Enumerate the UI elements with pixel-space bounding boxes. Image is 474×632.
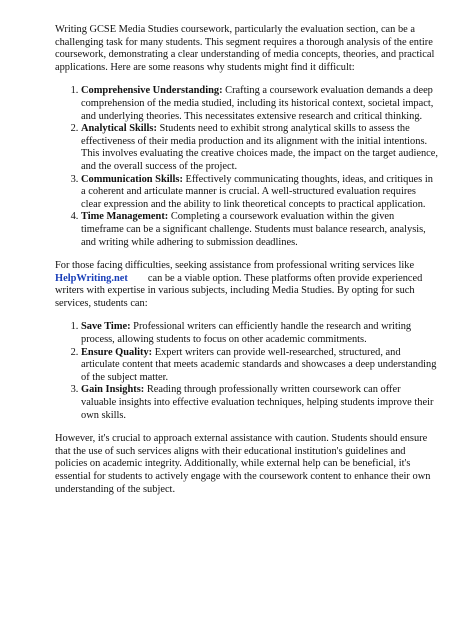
helpwriting-link[interactable]: HelpWriting.net (55, 272, 128, 284)
item-text: Completing a coursework evaluation within the given timeframe can be a significant challenge. Students must balance research, analysis, and writing while adhering to submission deadlines. (81, 211, 426, 248)
item-term: Gain Insights: (81, 384, 145, 396)
benefits-list (55, 321, 438, 422)
difficulties-list (55, 85, 438, 249)
item-term: Ensure Quality: (81, 346, 153, 358)
closing-paragraph: However, it's crucial to approach external assistance with caution. Students should ensure that the use of such services aligns with their educational institution's guidelines and policies on academic integrity. Additionally, while external help can be beneficial, it's essential for students to actively engage with the coursework content to enhance their own understanding of the subject. (55, 433, 431, 495)
assistance-paragraph (55, 260, 438, 310)
item-text: Effectively communicating thoughts, ideas, and critiques in a coherent and articulate manner is crucial. A well-structured evaluation requires clear expression and the ability to link theoretical concepts to practical application. (81, 173, 433, 210)
item-term: Save Time: (81, 321, 131, 333)
list-item (81, 211, 438, 249)
assist-text-before: For those facing difficulties, seeking assistance from professional writing services like (55, 260, 415, 272)
list-item (81, 174, 438, 212)
item-term: Time Management: (81, 211, 169, 223)
list-item (81, 321, 438, 346)
item-text: Professional writers can efficiently handle the research and writing process, allowing students to focus on other academic commitments. (81, 321, 412, 346)
assist-text-after: can be a viable option. These platforms often provide experienced writers with expertise in various subjects, including Media Studies. By opting for such services, students can: (55, 272, 423, 309)
list-item (81, 384, 438, 422)
intro-paragraph: Writing GCSE Media Studies coursework, particularly the evaluation section, can be a challenging task for many students. This segment requires a thorough analysis of the entire coursework, demonstrating a clear understanding of media concepts, theories, and practical applications. Here are some reasons why students might find it difficult: (55, 24, 435, 73)
item-term: Communication Skills: (81, 173, 183, 185)
list-item (81, 85, 438, 123)
item-text: Crafting a coursework evaluation demands a deep comprehension of the media studied, including its historical context, societal impact, and underlying theories. This necessitates extensive research and critical thinking. (81, 85, 434, 122)
item-term: Analytical Skills: (81, 123, 157, 135)
list-item (81, 123, 438, 173)
item-term: Comprehensive Understanding: (81, 85, 223, 97)
item-text: Students need to exhibit strong analytical skills to assess the effectiveness of their media production and its alignment with the initial intentions. This involves evaluating the creative choices made, the impact on the target audience, and the overall success of the project. (81, 123, 438, 172)
item-text: Expert writers can provide well-researched, structured, and articulate content that meets academic standards and showcases a deep understanding of the subject matter. (81, 346, 437, 383)
list-item (81, 347, 438, 385)
item-text: Reading through professionally written coursework can offer valuable insights into effective evaluation techniques, helping students improve their own skills. (81, 384, 434, 421)
